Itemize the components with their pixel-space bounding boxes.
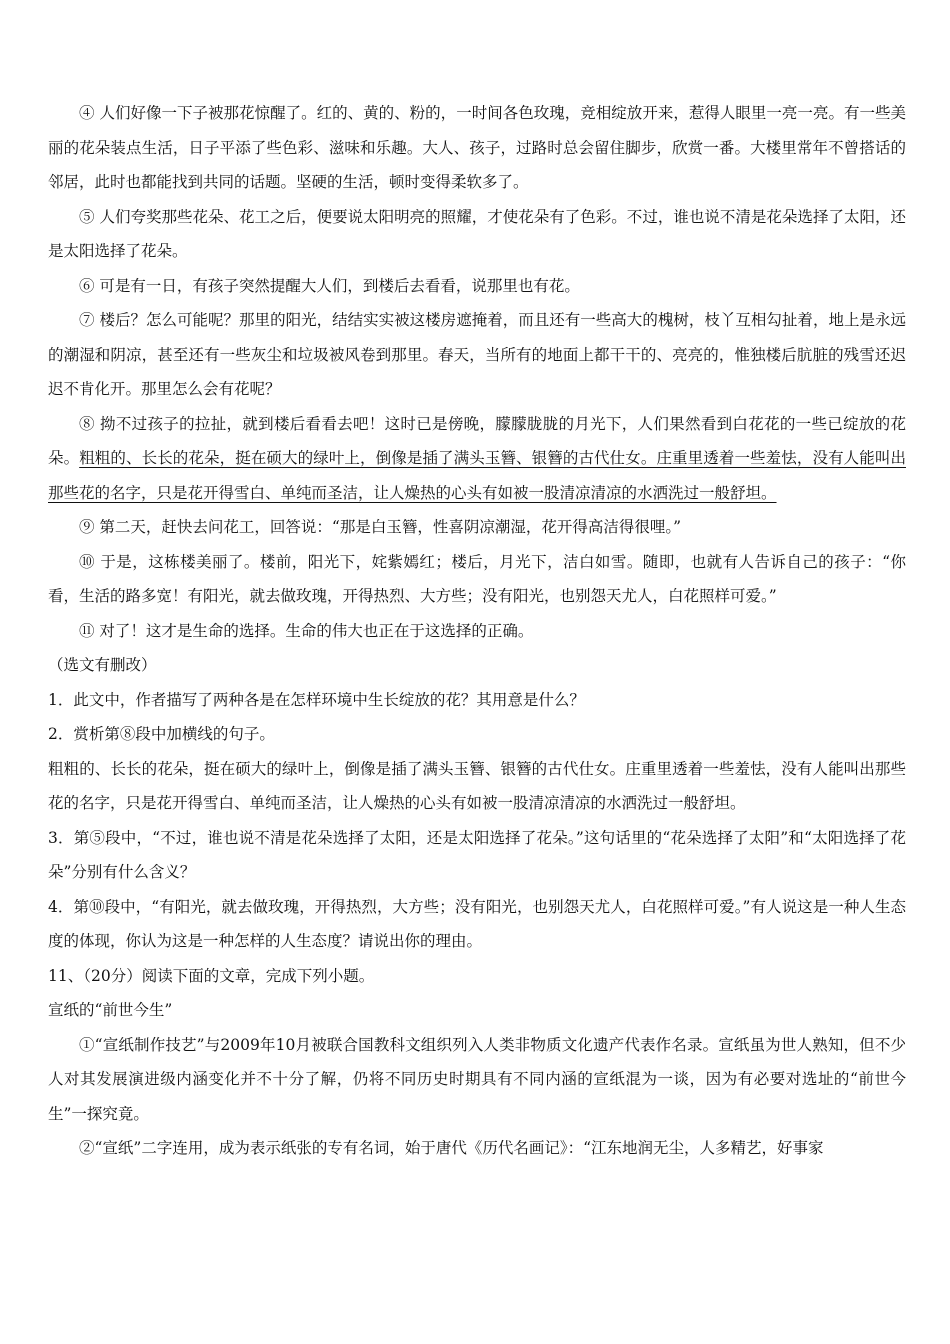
section-11-title: 宣纸的“前世今生”	[48, 1001, 173, 1019]
question-2-quote: 粗粗的、长长的花朵，挺在硕大的绿叶上，倒像是插了满头玉簪、银簪的古代仕女。庄重里透着一些羞怯，没有人能叫出那些花的名字，只是花开得雪白、单纯而圣洁，让人燥热的心头有如被一股清凉清凉的水洒洗过一般舒坦。	[48, 759, 906, 812]
source-note: （选文有删改）	[48, 656, 157, 674]
section-11-paragraph-1: ①“宣纸制作技艺”与2009年10月被联合国教科文组织列入人类非物质文化遗产代表作名录。宣纸虽为世人熟知，但不少人对其发展演进级内涵变化并不十分了解，仍将不同历史时期具有不同内涵的宣纸混为一谈，因为有必要对选址的“前世今生”一探究竟。	[48, 1035, 906, 1123]
paragraph-9: ⑨ 第二天，赶快去问花工，回答说：“那是白玉簪，性喜阴凉潮湿，花开得高洁得很哩。”	[79, 518, 682, 536]
paragraph-5: ⑤ 人们夸奖那些花朵、花工之后，便要说太阳明亮的照耀，才使花朵有了色彩。不过，谁也说不清是花朵选择了太阳，还是太阳选择了花朵。	[48, 207, 906, 260]
question-3: 3．第⑤段中，“不过，谁也说不清是花朵选择了太阳，还是太阳选择了花朵。”这句话里的“花朵选择了太阳”和“太阳选择了花朵”分别有什么含义？	[48, 828, 906, 881]
paragraph-11: ⑪ 对了！这才是生命的选择。生命的伟大也正在于这选择的正确。	[79, 621, 534, 640]
paragraph-7: ⑦ 楼后？怎么可能呢？那里的阳光，结结实实被这楼房遮掩着，而且还有一些高大的槐树，枝丫互相勾扯着，地上是永远的潮湿和阴凉，甚至还有一些灰尘和垃圾被风卷到那里。春天，当所有的地面上都干干的、亮亮的，惟独楼后肮脏的残雪还迟迟不肯化开。那里怎么会有花呢？	[48, 311, 906, 398]
paragraph-10: ⑩ 于是，这栋楼美丽了。楼前，阳光下，姹紫嫣红；楼后，月光下，洁白如雪。随即，也就有人告诉自己的孩子：“你看，生活的路多宽！有阳光，就去做玫瑰，开得热烈、大方些；没有阳光，也别怨天尤人，白花照样可爱。”	[48, 552, 906, 605]
paragraph-4: ④ 人们好像一下子被那花惊醒了。红的、黄的、粉的，一时间各色玫瑰，竞相绽放开来，惹得人眼里一亮一亮。有一些美丽的花朵装点生活，日子平添了些色彩、滋味和乐趣。大人、孩子，过路时总会留住脚步，欣赏一番。大楼里常年不曾搭话的邻居，此时也都能找到共同的话题。坚硬的生活，顿时变得柔软多了。	[48, 104, 906, 191]
question-2: 2．赏析第⑧段中加横线的句子。	[48, 725, 275, 743]
paragraph-6: ⑥ 可是有一日，有孩子突然提醒大人们，到楼后去看看，说那里也有花。	[79, 276, 580, 295]
section-11-paragraph-2: ②“宣纸”二字连用，成为表示纸张的专有名词，始于唐代《历代名画记》：“江东地润无尘，人多精艺，好事家	[79, 1139, 824, 1157]
question-1: 1．此文中，作者描写了两种各是在怎样环境中生长绽放的花？其用意是什么？	[48, 690, 585, 709]
section-11-heading: 11、（20分）阅读下面的文章，完成下列小题。	[48, 966, 375, 985]
paragraph-8	[48, 407, 906, 511]
document-page	[48, 96, 906, 1166]
paragraph-8-plain: ⑧ 拗不过孩子的拉扯，就到楼后看看去吧！这时已是傍晚，朦朦胧胧的月光下，人们果然看到白花花的一些已绽放的花朵。	[48, 414, 906, 467]
question-4: 4．第⑩段中，“有阳光，就去做玫瑰，开得热烈，大方些；没有阳光，也别怨天尤人，白花照样可爱。”有人说这是一种人生态度的体现，你认为这是一种怎样的人生态度？请说出你的理由。	[48, 897, 906, 950]
paragraph-8-underlined-sentence: 粗粗的、长长的花朵，挺在硕大的绿叶上，倒像是插了满头玉簪、银簪的古代仕女。庄重里透着一些羞怯，没有人能叫出那些花的名字，只是花开得雪白、单纯而圣洁，让人燥热的心头有如被一股清凉清凉的水洒洗过一般舒坦。	[48, 449, 906, 502]
